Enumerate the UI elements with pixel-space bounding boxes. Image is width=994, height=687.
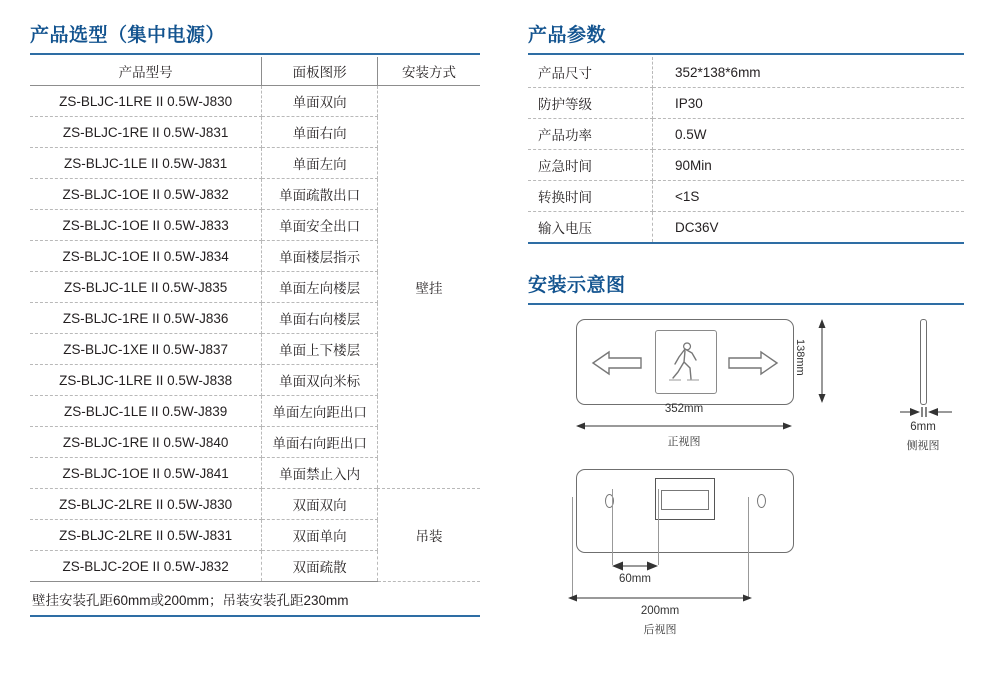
installation-footnote: 壁挂安装孔距60mm或200mm；吊装安装孔距230mm (30, 582, 480, 617)
cell-panel: 单面右向 (262, 117, 378, 148)
table-row (30, 489, 480, 520)
cell-model: ZS-BLJC-1XE II 0.5W-J837 (30, 334, 262, 365)
cell-panel: 单面禁止入内 (262, 458, 378, 489)
cell-panel: 单面上下楼层 (262, 334, 378, 365)
spec-key: 应急时间 (528, 150, 653, 181)
table-row (30, 86, 480, 117)
product-selection-section (30, 20, 480, 617)
cell-panel: 单面双向 (262, 86, 378, 117)
cell-model: ZS-BLJC-1RE II 0.5W-J840 (30, 427, 262, 458)
product-selection-title-rule (30, 20, 480, 55)
cell-model: ZS-BLJC-2LRE II 0.5W-J830 (30, 489, 262, 520)
spec-table (528, 57, 964, 244)
spec-row (528, 119, 964, 150)
specifications-section (528, 20, 964, 651)
spec-key: 防护等级 (528, 88, 653, 119)
cell-model: ZS-BLJC-1LE II 0.5W-J835 (30, 272, 262, 303)
spec-row (528, 88, 964, 119)
back-view-label: 后视图 (643, 624, 677, 636)
table-header-row (30, 57, 480, 86)
spec-value: DC36V (653, 212, 965, 244)
cell-panel: 单面左向距出口 (262, 396, 378, 427)
arrow-left-icon (591, 350, 643, 376)
cell-panel: 单面楼层指示 (262, 241, 378, 272)
spec-title: 产品参数 (528, 25, 607, 46)
spec-value: 0.5W (653, 119, 965, 150)
spec-key: 产品功率 (528, 119, 653, 150)
spec-key: 输入电压 (528, 212, 653, 244)
cell-model: ZS-BLJC-1RE II 0.5W-J836 (30, 303, 262, 334)
side-view-housing (920, 319, 927, 405)
spec-title-rule (528, 20, 964, 55)
hole-spacing-large-label: 200mm (640, 605, 680, 617)
cell-model: ZS-BLJC-1LRE II 0.5W-J830 (30, 86, 262, 117)
guide-line-inner-right (658, 489, 659, 565)
spec-value: IP30 (653, 88, 965, 119)
cell-mount-ceiling: 吊装 (378, 489, 480, 582)
back-mount-slot (661, 490, 709, 510)
arrow-right-icon (727, 350, 779, 376)
guide-line-outer-right (748, 497, 749, 597)
diagram-title: 安装示意图 (528, 275, 626, 296)
guide-line-outer-left (572, 497, 573, 597)
running-man-icon (665, 338, 705, 384)
guide-line-inner-left (612, 489, 613, 565)
cell-model: ZS-BLJC-1OE II 0.5W-J833 (30, 210, 262, 241)
cell-model: ZS-BLJC-1OE II 0.5W-J834 (30, 241, 262, 272)
spec-value: 90Min (653, 150, 965, 181)
diagram-title-rule (528, 270, 964, 305)
spec-row (528, 181, 964, 212)
cell-model: ZS-BLJC-1LRE II 0.5W-J838 (30, 365, 262, 396)
back-view-housing (576, 469, 794, 553)
cell-model: ZS-BLJC-1OE II 0.5W-J841 (30, 458, 262, 489)
cell-model: ZS-BLJC-1LE II 0.5W-J839 (30, 396, 262, 427)
header-model: 产品型号 (30, 57, 262, 86)
header-mount: 安装方式 (378, 57, 480, 86)
cell-model: ZS-BLJC-2LRE II 0.5W-J831 (30, 520, 262, 551)
installation-diagram (528, 311, 964, 651)
side-view-label: 侧视图 (906, 440, 940, 452)
cell-panel: 单面左向 (262, 148, 378, 179)
cell-panel: 单面安全出口 (262, 210, 378, 241)
cell-panel: 双面疏散 (262, 551, 378, 582)
model-table (30, 57, 480, 582)
spec-row (528, 150, 964, 181)
cell-panel: 单面疏散出口 (262, 179, 378, 210)
spec-row (528, 57, 964, 88)
cell-mount-wall: 壁挂 (378, 86, 480, 489)
spec-key: 转换时间 (528, 181, 653, 212)
front-view-housing (576, 319, 794, 405)
thickness-dimension-line (886, 407, 960, 417)
width-label: 352mm (664, 403, 704, 415)
cell-model: ZS-BLJC-2OE II 0.5W-J832 (30, 551, 262, 582)
cell-panel: 单面右向距出口 (262, 427, 378, 458)
height-dimension-line (816, 319, 828, 403)
spec-value: <1S (653, 181, 965, 212)
cell-panel: 单面双向米标 (262, 365, 378, 396)
cell-model: ZS-BLJC-1LE II 0.5W-J831 (30, 148, 262, 179)
spec-row (528, 212, 964, 244)
hole-spacing-small-label: 60mm (619, 573, 651, 585)
cell-panel: 双面双向 (262, 489, 378, 520)
product-selection-title: 产品选型（集中电源） (30, 25, 226, 46)
height-label: 138mm (794, 339, 806, 376)
hole-spacing-small-line (612, 561, 658, 571)
hole-spacing-large-line (568, 593, 752, 603)
width-dimension-line (576, 421, 792, 431)
mounting-hole-right-icon (757, 494, 766, 508)
cell-panel: 单面左向楼层 (262, 272, 378, 303)
front-view-label: 正视图 (667, 436, 701, 448)
thickness-label: 6mm (910, 421, 936, 433)
cell-panel: 单面右向楼层 (262, 303, 378, 334)
cell-model: ZS-BLJC-1OE II 0.5W-J832 (30, 179, 262, 210)
header-panel: 面板图形 (262, 57, 378, 86)
spec-value: 352*138*6mm (653, 57, 965, 88)
cell-panel: 双面单向 (262, 520, 378, 551)
cell-model: ZS-BLJC-1RE II 0.5W-J831 (30, 117, 262, 148)
spec-key: 产品尺寸 (528, 57, 653, 88)
